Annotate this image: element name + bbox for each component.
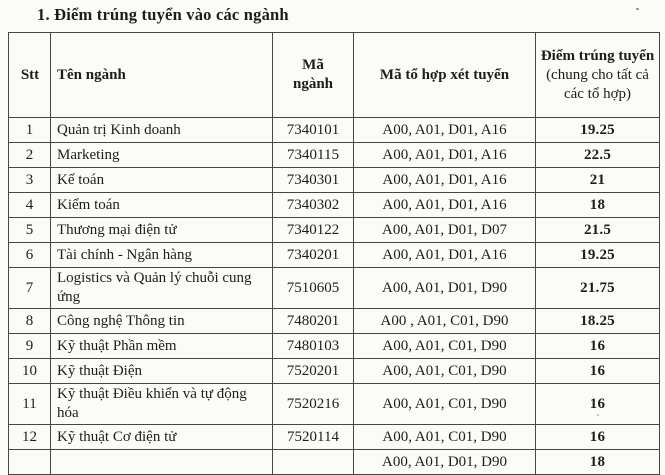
cell-stt: 8: [9, 309, 51, 334]
table-row: [9, 334, 660, 359]
cell-ma-nganh: 7520201: [273, 359, 354, 384]
cell-ten-nganh: Kế toán: [51, 168, 273, 193]
cell-diem: 16: [536, 384, 660, 425]
cell-ma-to-hop: A00, A01, D01, A16: [354, 118, 536, 143]
cell-ma-nganh: 7340101: [273, 118, 354, 143]
col-header-stt: Stt: [9, 33, 51, 118]
cell-diem: 21.75: [536, 268, 660, 309]
cell-ma-to-hop: A00, A01, C01, D90: [354, 334, 536, 359]
cell-ma-nganh: [273, 450, 354, 475]
cell-stt: [9, 450, 51, 475]
table-row: [9, 309, 660, 334]
cell-ten-nganh: Quản trị Kinh doanh: [51, 118, 273, 143]
cell-ten-nganh: Kiểm toán: [51, 193, 273, 218]
cell-stt: 7: [9, 268, 51, 309]
table-row-partial: [9, 450, 660, 475]
col-header-ma-nganh: Mã ngành: [273, 33, 354, 118]
cell-ma-to-hop: A00, A01, C01, D90: [354, 384, 536, 425]
cell-ma-nganh: 7480201: [273, 309, 354, 334]
cell-ten-nganh: Marketing: [51, 143, 273, 168]
cell-ma-nganh: 7340301: [273, 168, 354, 193]
cell-ma-nganh: 7520216: [273, 384, 354, 425]
cell-diem: 16: [536, 425, 660, 450]
table-row: [9, 168, 660, 193]
table-row: [9, 193, 660, 218]
score-header-main: Điểm trúng tuyển: [540, 47, 655, 64]
col-header-ma-to-hop: Mã tổ hợp xét tuyển: [354, 33, 536, 118]
cell-diem: 18: [536, 193, 660, 218]
cell-ma-nganh: 7340302: [273, 193, 354, 218]
cell-diem: 18: [536, 450, 660, 475]
cell-stt: 6: [9, 243, 51, 268]
cell-ten-nganh: Kỹ thuật Điện: [51, 359, 273, 384]
cell-ten-nganh: Logistics và Quản lý chuỗi cung ứng: [51, 268, 273, 309]
cell-ten-nganh: Kỹ thuật Phần mềm: [51, 334, 273, 359]
table-row: [9, 359, 660, 384]
cell-diem: 21.5: [536, 218, 660, 243]
cell-ten-nganh: Tài chính - Ngân hàng: [51, 243, 273, 268]
cell-ten-nganh: Công nghệ Thông tin: [51, 309, 273, 334]
cell-ma-to-hop: A00, A01, D01, D90: [354, 450, 536, 475]
page-title: 1. Điểm trúng tuyển vào các ngành: [37, 5, 289, 24]
cell-stt: 1: [9, 118, 51, 143]
cell-ma-to-hop: A00, A01, D01, A16: [354, 143, 536, 168]
table-body: [9, 118, 660, 475]
cell-stt: 3: [9, 168, 51, 193]
table-row: [9, 243, 660, 268]
cell-ma-to-hop: A00, A01, D01, A16: [354, 193, 536, 218]
cell-ma-nganh: 7340122: [273, 218, 354, 243]
cell-stt: 12: [9, 425, 51, 450]
cell-stt: 5: [9, 218, 51, 243]
cell-ma-nganh: 7480103: [273, 334, 354, 359]
col-header-diem-trung-tuyen: [536, 33, 660, 118]
cell-ma-to-hop: A00, A01, C01, D90: [354, 425, 536, 450]
table-row: [9, 218, 660, 243]
admission-scores-table: [8, 32, 660, 475]
cell-ma-to-hop: A00 , A01, C01, D90: [354, 309, 536, 334]
score-header-note: (chung cho tất cả các tổ hợp): [546, 66, 649, 102]
cell-ma-nganh: 7340201: [273, 243, 354, 268]
cell-ma-nganh: 7340115: [273, 143, 354, 168]
cell-diem: 16: [536, 359, 660, 384]
cell-stt: 4: [9, 193, 51, 218]
cell-diem: 19.25: [536, 118, 660, 143]
cell-stt: 11: [9, 384, 51, 425]
header-row: [9, 33, 660, 118]
table-row: [9, 268, 660, 309]
cell-ma-to-hop: A00, A01, D01, D90: [354, 268, 536, 309]
table-row: [9, 118, 660, 143]
cell-diem: 16: [536, 334, 660, 359]
cell-ma-to-hop: A00, A01, C01, D90: [354, 359, 536, 384]
cell-diem: 22.5: [536, 143, 660, 168]
scan-speck: [636, 8, 639, 10]
table-row: [9, 384, 660, 425]
cell-diem: 21: [536, 168, 660, 193]
cell-ten-nganh: Kỹ thuật Cơ điện tử: [51, 425, 273, 450]
table-row: [9, 143, 660, 168]
cell-stt: 9: [9, 334, 51, 359]
table-row: [9, 425, 660, 450]
cell-ma-to-hop: A00, A01, D01, D07: [354, 218, 536, 243]
cell-ten-nganh: Thương mại điện tử: [51, 218, 273, 243]
cell-ma-to-hop: A00, A01, D01, A16: [354, 243, 536, 268]
cell-ma-nganh: 7520114: [273, 425, 354, 450]
cell-ma-to-hop: A00, A01, D01, A16: [354, 168, 536, 193]
cell-ten-nganh: [51, 450, 273, 475]
cell-stt: 2: [9, 143, 51, 168]
cell-diem: 18.25: [536, 309, 660, 334]
cell-diem: 19.25: [536, 243, 660, 268]
cell-ma-nganh: 7510605: [273, 268, 354, 309]
col-header-ten-nganh: Tên ngành: [51, 33, 273, 118]
cell-stt: 10: [9, 359, 51, 384]
cell-ten-nganh: Kỹ thuật Điều khiển và tự động hóa: [51, 384, 273, 425]
